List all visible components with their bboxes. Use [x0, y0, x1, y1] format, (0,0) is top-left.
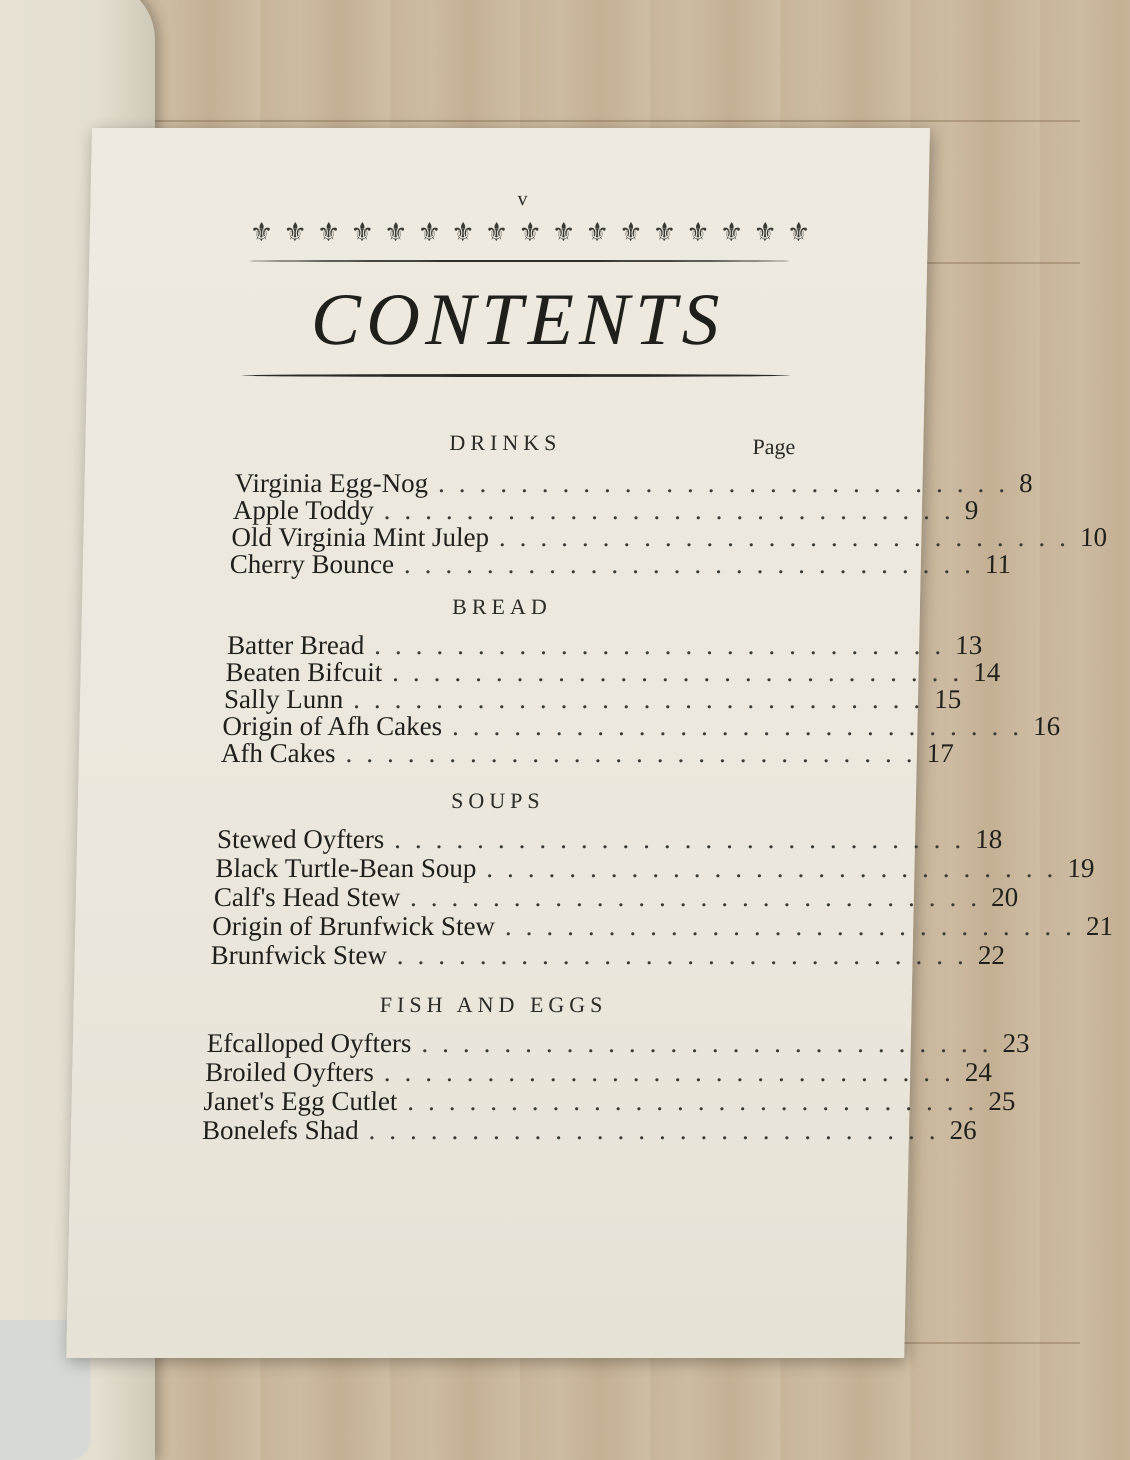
toc-entry-page: 20 — [990, 882, 1019, 912]
page-title: CONTENTS — [310, 279, 726, 361]
toc-entry-page: 18 — [975, 824, 1003, 854]
toc-entry — [226, 630, 983, 660]
toc-entry — [234, 468, 1033, 498]
leader-dots: ............................ — [409, 882, 992, 912]
toc-entry — [223, 684, 962, 714]
leader-dots: ............................ — [407, 1086, 989, 1116]
leader-dots: ............................ — [498, 522, 1081, 552]
leader-dots: ............................ — [396, 940, 979, 970]
section-title-soups: SOUPS — [450, 788, 545, 813]
section-title-fish-and-eggs: FISH AND EGGS — [379, 992, 608, 1017]
leader-dots: ............................ — [421, 1028, 1003, 1058]
toc-entry-label: Sally Lunn — [223, 684, 344, 714]
toc-entry-page: 9 — [964, 495, 979, 525]
leader-dots: ............................ — [437, 468, 1020, 498]
toc-entry-page: 10 — [1079, 522, 1108, 552]
toc-entry — [203, 1086, 1016, 1116]
toc-entry-page: 17 — [926, 738, 954, 768]
floral-ornament-band: ⚜ ⚜ ⚜ ⚜ ⚜ ⚜ ⚜ ⚜ ⚜ ⚜ ⚜ ⚜ ⚜ ⚜ ⚜ ⚜ ⚜ — [249, 218, 812, 248]
toc-entry-label: Efcalloped Oyfters — [206, 1028, 412, 1058]
toc-entry-label: Afh Cakes — [220, 738, 336, 768]
ornament-underline — [249, 260, 789, 262]
section-title-drinks: DRINKS — [449, 430, 562, 455]
toc-entry-label: Broiled Oyfters — [204, 1057, 375, 1087]
toc-entry-page: 23 — [1002, 1028, 1030, 1058]
toc-entry-page: 14 — [972, 657, 1001, 687]
toc-entry — [232, 495, 979, 525]
toc-entry-label: Apple Toddy — [232, 495, 375, 525]
page-column-label: Page — [752, 434, 796, 459]
toc-entry-page: 11 — [984, 549, 1012, 579]
section-title-bread: BREAD — [451, 594, 553, 619]
contents-page — [66, 128, 1114, 1358]
toc-entry — [210, 940, 1006, 970]
toc-entry-label: Origin of Afh Cakes — [222, 711, 443, 741]
toc-entry — [229, 549, 1012, 579]
toc-entry — [220, 738, 954, 768]
toc-entry-label: Janet's Egg Cutlet — [203, 1086, 398, 1116]
leader-dots: ............................ — [391, 657, 974, 687]
leader-dots: ............................ — [504, 911, 1087, 941]
folio-number: v — [517, 188, 528, 210]
toc-entry — [222, 711, 1061, 741]
toc-entry-page: 16 — [1032, 711, 1061, 741]
leader-dots: ............................ — [383, 495, 966, 525]
toc-entry — [211, 911, 1114, 941]
toc-entry-page: 25 — [988, 1086, 1016, 1116]
toc-entry — [216, 824, 1003, 854]
toc-entry — [206, 1028, 1030, 1058]
leader-dots: ............................ — [345, 738, 927, 768]
toc-entry-label: Brunfwick Stew — [210, 940, 388, 970]
toc-entry-page: 15 — [933, 684, 962, 714]
toc-entry-page: 19 — [1067, 853, 1095, 883]
floor-seam — [0, 120, 1080, 122]
toc-entry-label: Virginia Egg-Nog — [234, 468, 429, 498]
toc-entry — [201, 1115, 978, 1145]
toc-entry-label: Batter Bread — [226, 630, 365, 660]
toc-entry-page: 22 — [977, 940, 1006, 970]
toc-entry-label: Black Turtle-Bean Soup — [215, 853, 477, 883]
leader-dots: ............................ — [374, 630, 956, 660]
toc-entry — [204, 1057, 993, 1087]
title-rule — [242, 374, 790, 377]
toc-entry-label: Old Virginia Mint Julep — [231, 522, 490, 552]
toc-entry — [225, 657, 1001, 687]
leader-dots: ............................ — [368, 1115, 951, 1145]
leader-dots: ............................ — [451, 711, 1034, 741]
toc-entry-page: 21 — [1085, 911, 1114, 941]
toc-entry — [213, 882, 1019, 912]
toc-entry-page: 24 — [964, 1057, 993, 1087]
toc-entry-label: Beaten Bifcuit — [225, 657, 383, 687]
toc-entry-page: 26 — [949, 1115, 978, 1145]
leader-dots: ............................ — [383, 1057, 966, 1087]
leader-dots: ............................ — [394, 824, 976, 854]
toc-entry-page: 8 — [1018, 468, 1033, 498]
leader-dots: ............................ — [352, 684, 935, 714]
toc-entry-label: Cherry Bounce — [229, 549, 395, 579]
toc-entry-label: Origin of Brunfwick Stew — [211, 911, 496, 941]
leader-dots: ............................ — [486, 853, 1068, 883]
leader-dots: ............................ — [403, 549, 986, 579]
toc-entry-label: Bonelefs Shad — [201, 1115, 360, 1145]
toc-entry-page: 13 — [955, 630, 983, 660]
toc-entry-label: Calf's Head Stew — [213, 882, 401, 912]
toc-entry — [215, 853, 1095, 883]
toc-entry-label: Stewed Oyfters — [216, 824, 385, 854]
toc-entry — [231, 522, 1108, 552]
